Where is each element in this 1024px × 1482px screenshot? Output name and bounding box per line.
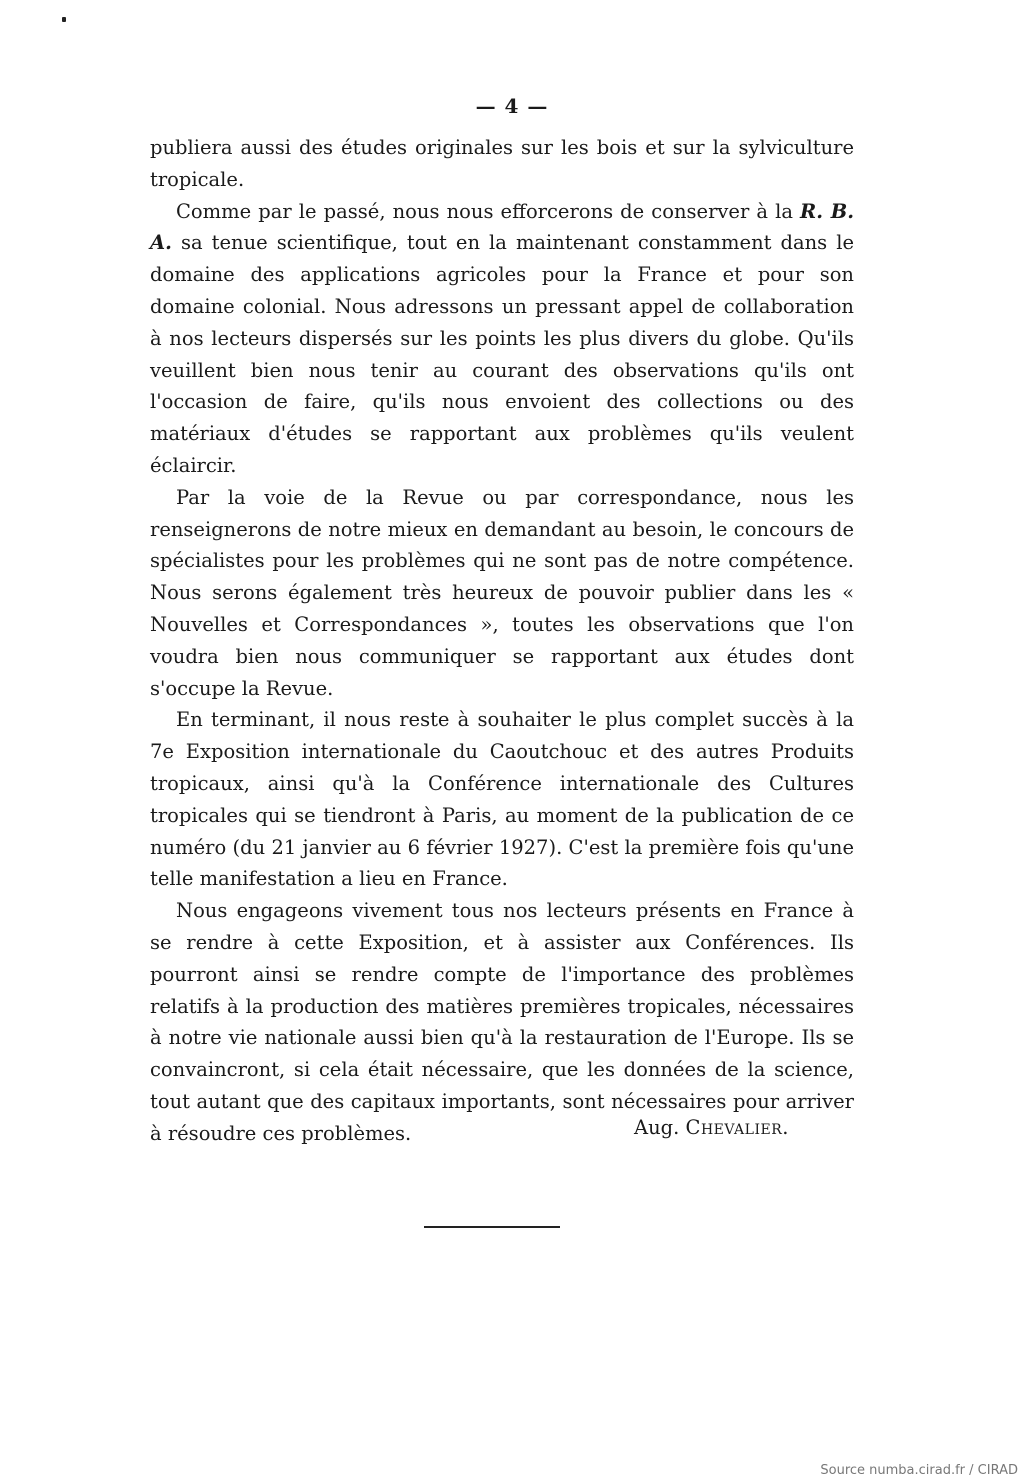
source-credit: Source numba.cirad.fr / CIRAD: [820, 1463, 1018, 1478]
paragraph-engageons: Nous engageons vivement tous nos lecteurs présents en France à se rendre à cette Exposition, et à assister aux Conférences. Ils pourront ainsi se rendre compte de l'importance des problèmes relatifs à la production des matières premières tropicales, nécessaires à notre vie nationale aussi bien qu'à la restauration de l'Europe. Ils se convaincront, si cela était nécessaire, que les données de la science, tout autant que des capitaux importants, sont nécessaires pour arriver à résoudre ces problèmes.: [150, 899, 854, 1145]
stray-mark: [62, 17, 66, 22]
paragraph-correspondance: Par la voie de la Revue ou par correspondance, nous les renseignerons de notre mieux en demandant au besoin, le concours de spécialistes pour les problèmes qui ne sont pas de notre compétence. Nous serons également très heureux de pouvoir publier dans les « Nouvelles et Correspondances », toutes les observations que l'on voudra bien nous communiquer se rapportant aux études dont s'occupe la Revue.: [150, 485, 854, 700]
signature-prefix: Aug.: [634, 1116, 686, 1139]
signature: [634, 1116, 789, 1139]
paragraph-rba-lead: Comme par le passé, nous nous efforcerons de conserver à la: [176, 199, 801, 223]
section-divider: [424, 1226, 560, 1228]
paragraph-rba: [150, 196, 854, 482]
paragraph-rba-rest: sa tenue scientifique, tout en la maintenant constamment dans le domaine des applications agricoles pour la France et pour son domaine colonial. Nous adressons un pressant appel de collaboration à nos lecteurs dispersés sur les points les plus divers du globe. Qu'ils veuillent bien nous tenir au courant des observations qu'ils ont l'occasion de faire, qu'ils nous envoient des collections ou des matériaux d'études se rapportant aux problèmes qu'ils veulent éclaircir.: [150, 231, 854, 477]
paragraph-continuation: publiera aussi des études originales sur les bois et sur la sylviculture tropicale.: [150, 136, 854, 191]
signature-name: Chevalier.: [685, 1116, 789, 1139]
paragraph-exposition: En terminant, il nous reste à souhaiter le plus complet succès à la 7e Exposition internationale du Caoutchouc et des autres Produits tropicaux, ainsi qu'à la Conférence internationale des Cultures tropicales qui se tiendront à Paris, au moment de la publication de ce numéro (du 21 janvier au 6 février 1927). C'est la première fois qu'une telle manifestation a lieu en France.: [150, 708, 854, 891]
rba-abbreviation: R. B. A.: [150, 199, 854, 255]
body-text: [150, 132, 854, 1150]
page-number: — 4 —: [475, 94, 549, 118]
